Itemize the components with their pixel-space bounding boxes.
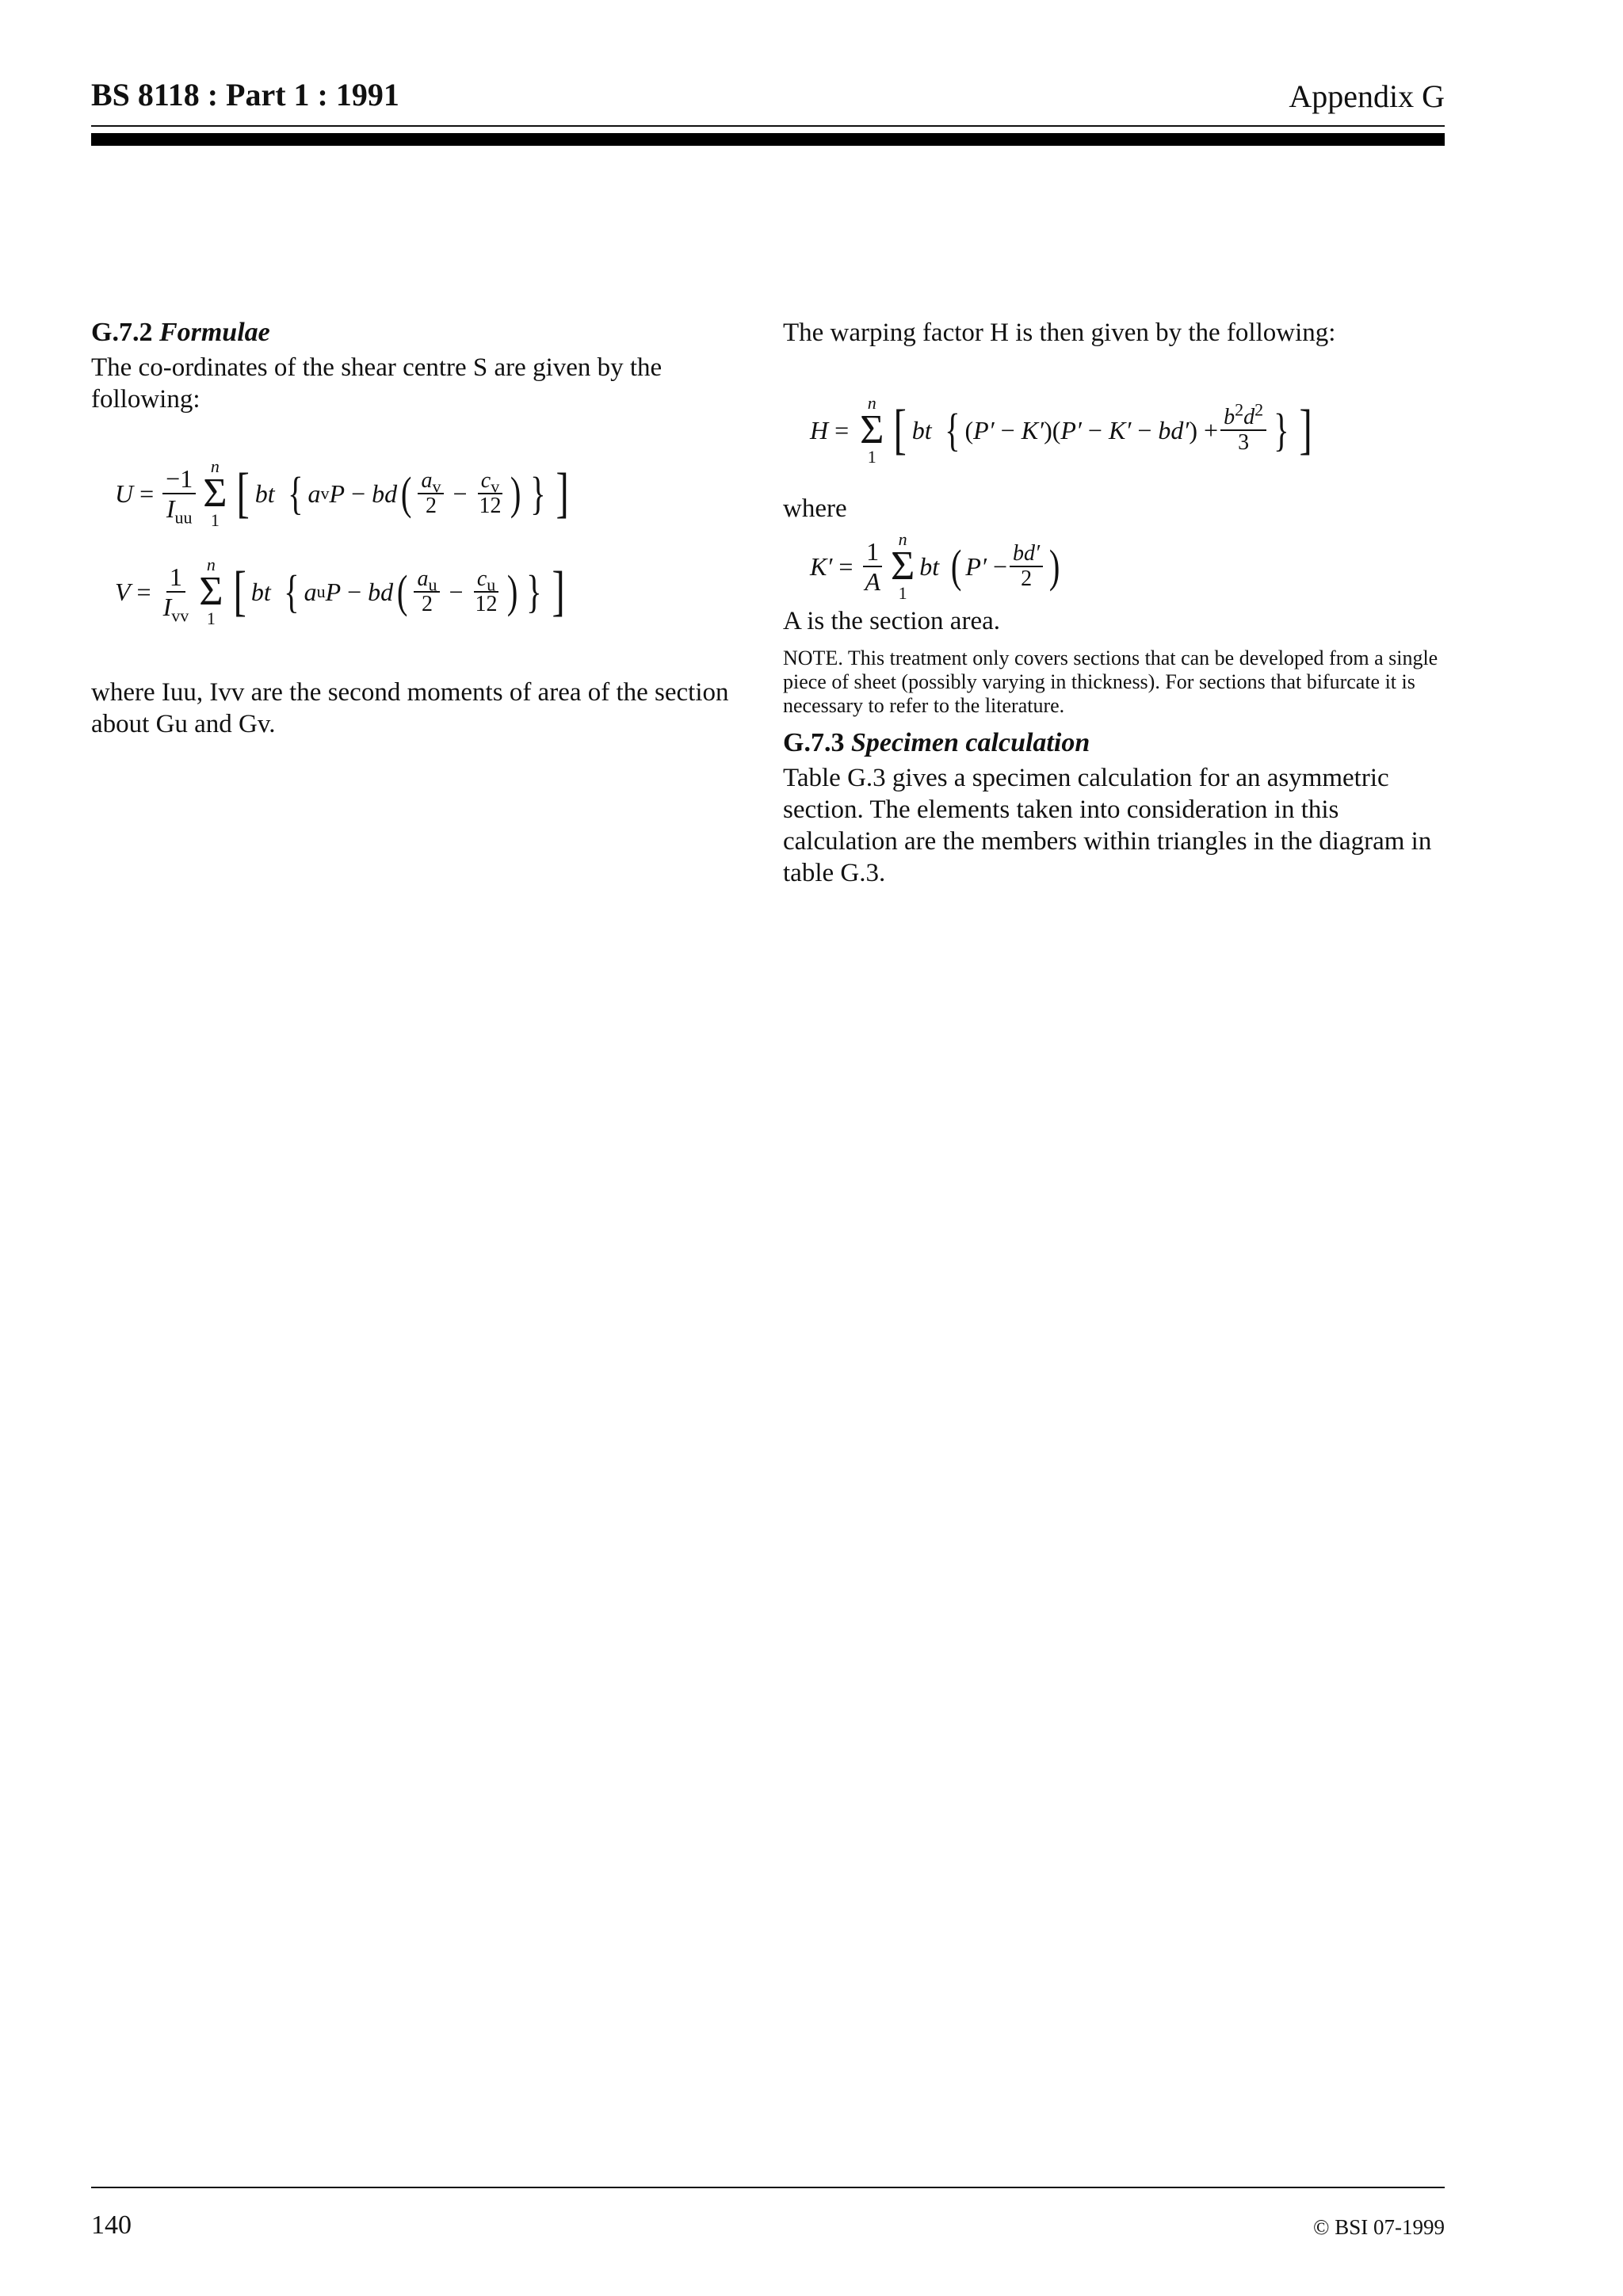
note-paragraph: NOTE. This treatment only covers sections that can be developed from a single piece of sheet (possibly varying in thickness). For sections that bifurcate it is necessary to refer to the literature.: [783, 646, 1438, 717]
section-heading-specimen: [783, 727, 1449, 759]
formula-v: V = $\frac{1}{I_{vv}}$ n Σ 1 [ bt { a u P − bd ( $\frac{a_u}{2}$ − $\frac{c_u}{12}$ ) } ]: [115, 555, 565, 628]
header-rule-thick: [91, 133, 1445, 146]
warping-intro: The warping factor H is then given by the following:: [783, 318, 1336, 347]
where-label: where: [783, 494, 847, 523]
left-column: [91, 317, 765, 740]
heading-number: G.7.2: [91, 318, 153, 347]
footer-rule: [91, 2187, 1445, 2188]
document-standard-title: BS 8118 : Part 1 : 1991: [91, 77, 399, 113]
page-number: 140: [91, 2210, 132, 2240]
heading-title: Formulae: [158, 318, 270, 347]
copyright-notice: © BSI 07-1999: [1312, 2215, 1445, 2239]
intro-paragraph: The co-ordinates of the shear centre S are given by the following:: [91, 353, 663, 414]
right-column: [783, 317, 1449, 889]
specimen-paragraph: Table G.3 gives a specimen calculation for an asymmetric section. The elements taken into consideration in this calculation are the members within triangles in the diagram in table G.3.: [783, 764, 1432, 887]
area-definition: A is the section area.: [783, 607, 1000, 635]
formula-h: H = n Σ 1 [ bt { ( P′ − K′ )( P′ − K′ − bd′ ) + $\frac{b^2d^2}{3}$ } ]: [810, 393, 1312, 467]
formula-k: K′ = $\frac{1}{A}$ n Σ 1 bt ( P′ − $\frac{bd'}{2}$ ): [810, 529, 1060, 603]
where-paragraph: where Iuu, Ivv are the second moments of area of the section about Gu and Gv.: [91, 678, 729, 738]
appendix-label: Appendix G: [1289, 78, 1445, 114]
header-rule-thin: [91, 125, 1445, 127]
heading-title: Specimen calculation: [850, 728, 1090, 757]
formula-u: U = $\frac{-1}{I_{uu}}$ n Σ 1 [ bt { a v P − bd ( $\frac{a_v}{2}$ − $\frac{c_v}{12}$ ) } ]: [115, 456, 569, 530]
heading-number: G.7.3: [783, 728, 845, 757]
section-heading-formulae: [91, 317, 765, 349]
